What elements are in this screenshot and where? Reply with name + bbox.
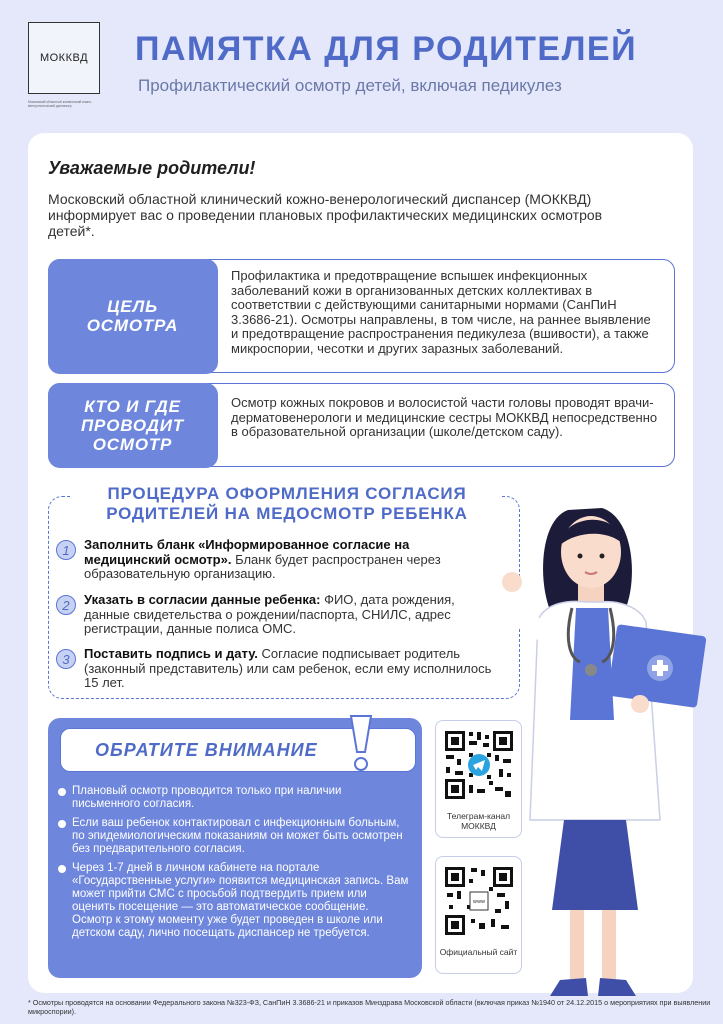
purpose-text: Профилактика и предотвращение вспышек инфекционных заболеваний кожи в организованных детских коллективах в соответствии с действующими санитарными нормами (СанПиН 3.3686-21). Осмотры направлены, в том числе, на раннее выявление и предотвращение распространения педикулеза (вшивости), а также микроспории, чесотки и других заразных заболеваний. — [231, 268, 651, 356]
attention-list — [58, 785, 410, 946]
procedure-step — [56, 593, 496, 637]
doctor-illustration — [490, 490, 722, 1010]
who-label-text: КТО И ГДЕ ПРОВОДИТ ОСМОТР — [81, 396, 184, 454]
purpose-label — [48, 259, 218, 374]
who-text: Осмотр кожных покровов и волосистой части головы проводят врачи-дерматовенерологи и медицинские сестры МОККВД непосредственно в образовательной организации (школе/детском саду). — [231, 395, 658, 439]
step-text: ФИО, дата рождения, данные свидетельства о рождении/паспорта, СНИЛС, адрес регистрации, данные полиса ОМС. — [84, 592, 455, 636]
step-number: 1 — [56, 540, 76, 560]
qr-label-telegram: Телеграм-канал МОККВД — [446, 811, 511, 831]
step-text: Согласие подписывает родитель (законный представитель) или сам ребенок, если ему исполнилось 15 лет. — [84, 646, 492, 690]
svg-text:www: www — [472, 899, 486, 905]
footnote: * Осмотры проводятся на основании Федерального закона №323-ФЗ, СанПиН 3.3686-21 и приказов Минздрава Московской области (включая приказ №1940 от 24.12.2015 о мероприятиях при выявлении микроспории). — [28, 998, 711, 1016]
attention-item: Через 1-7 дней в личном кабинете на портале «Государственные услуги» появится медицинская запись. Вам может прийти СМС с просьбой подтвердить прием или оценить посещение — это автоматическое сообщение. Осмотр к этому моменту уже будет проведен в школе или детском саду, лично посещать диспансер не требуется. — [58, 862, 410, 940]
who-label — [48, 383, 218, 468]
attention-item: Плановый осмотр проводится только при наличии письменного согласия. — [58, 785, 410, 811]
page-title: ПАМЯТКА ДЛЯ РОДИТЕЛЕЙ — [135, 30, 638, 68]
step-bold: Поставить подпись и дату. — [84, 646, 258, 661]
page-subtitle: Профилактический осмотр детей, включая педикулез — [138, 76, 562, 95]
step-number: 3 — [56, 649, 76, 669]
intro-text: Московский областной клинический кожно-венерологический диспансер (МОККВД) информирует вас о проведении плановых профилактических медицинских осмотров детей*. — [48, 191, 603, 239]
purpose-label-text: ЦЕЛЬ ОСМОТРА — [86, 297, 179, 335]
qr-label-website: Официальный сайт — [439, 947, 518, 957]
greeting: Уважаемые родители! — [48, 158, 256, 178]
step-bold: Указать в согласии данные ребенка: — [84, 592, 321, 607]
attention-item: Если ваш ребенок контактировал с инфекционным больным, по эпидемиологическим показаниям он может быть осмотрен без предварительного согласия. — [58, 817, 410, 856]
procedure-step — [56, 647, 496, 691]
procedure-step — [56, 538, 496, 582]
step-text: Бланк будет распространен через образовательную организацию. — [84, 551, 441, 581]
logo — [28, 22, 100, 94]
who-row — [48, 383, 675, 467]
step-number: 2 — [56, 595, 76, 615]
step-bold: Заполнить бланк «Информированное согласие на медицинский осмотр». — [84, 537, 410, 567]
logo-subtext: Московский областной клинический кожно-венерологический диспансер — [28, 100, 93, 108]
exclamation-icon — [345, 712, 377, 774]
procedure-title: ПРОЦЕДУРА ОФОРМЛЕНИЯ СОГЛАСИЯ РОДИТЕЛЕЙ НА МЕДОСМОТР РЕБЕНКА — [72, 484, 502, 524]
logo-text: МОККВД — [39, 52, 89, 64]
attention-title: ОБРАТИТЕ ВНИМАНИЕ — [60, 728, 416, 772]
purpose-row — [48, 259, 675, 373]
